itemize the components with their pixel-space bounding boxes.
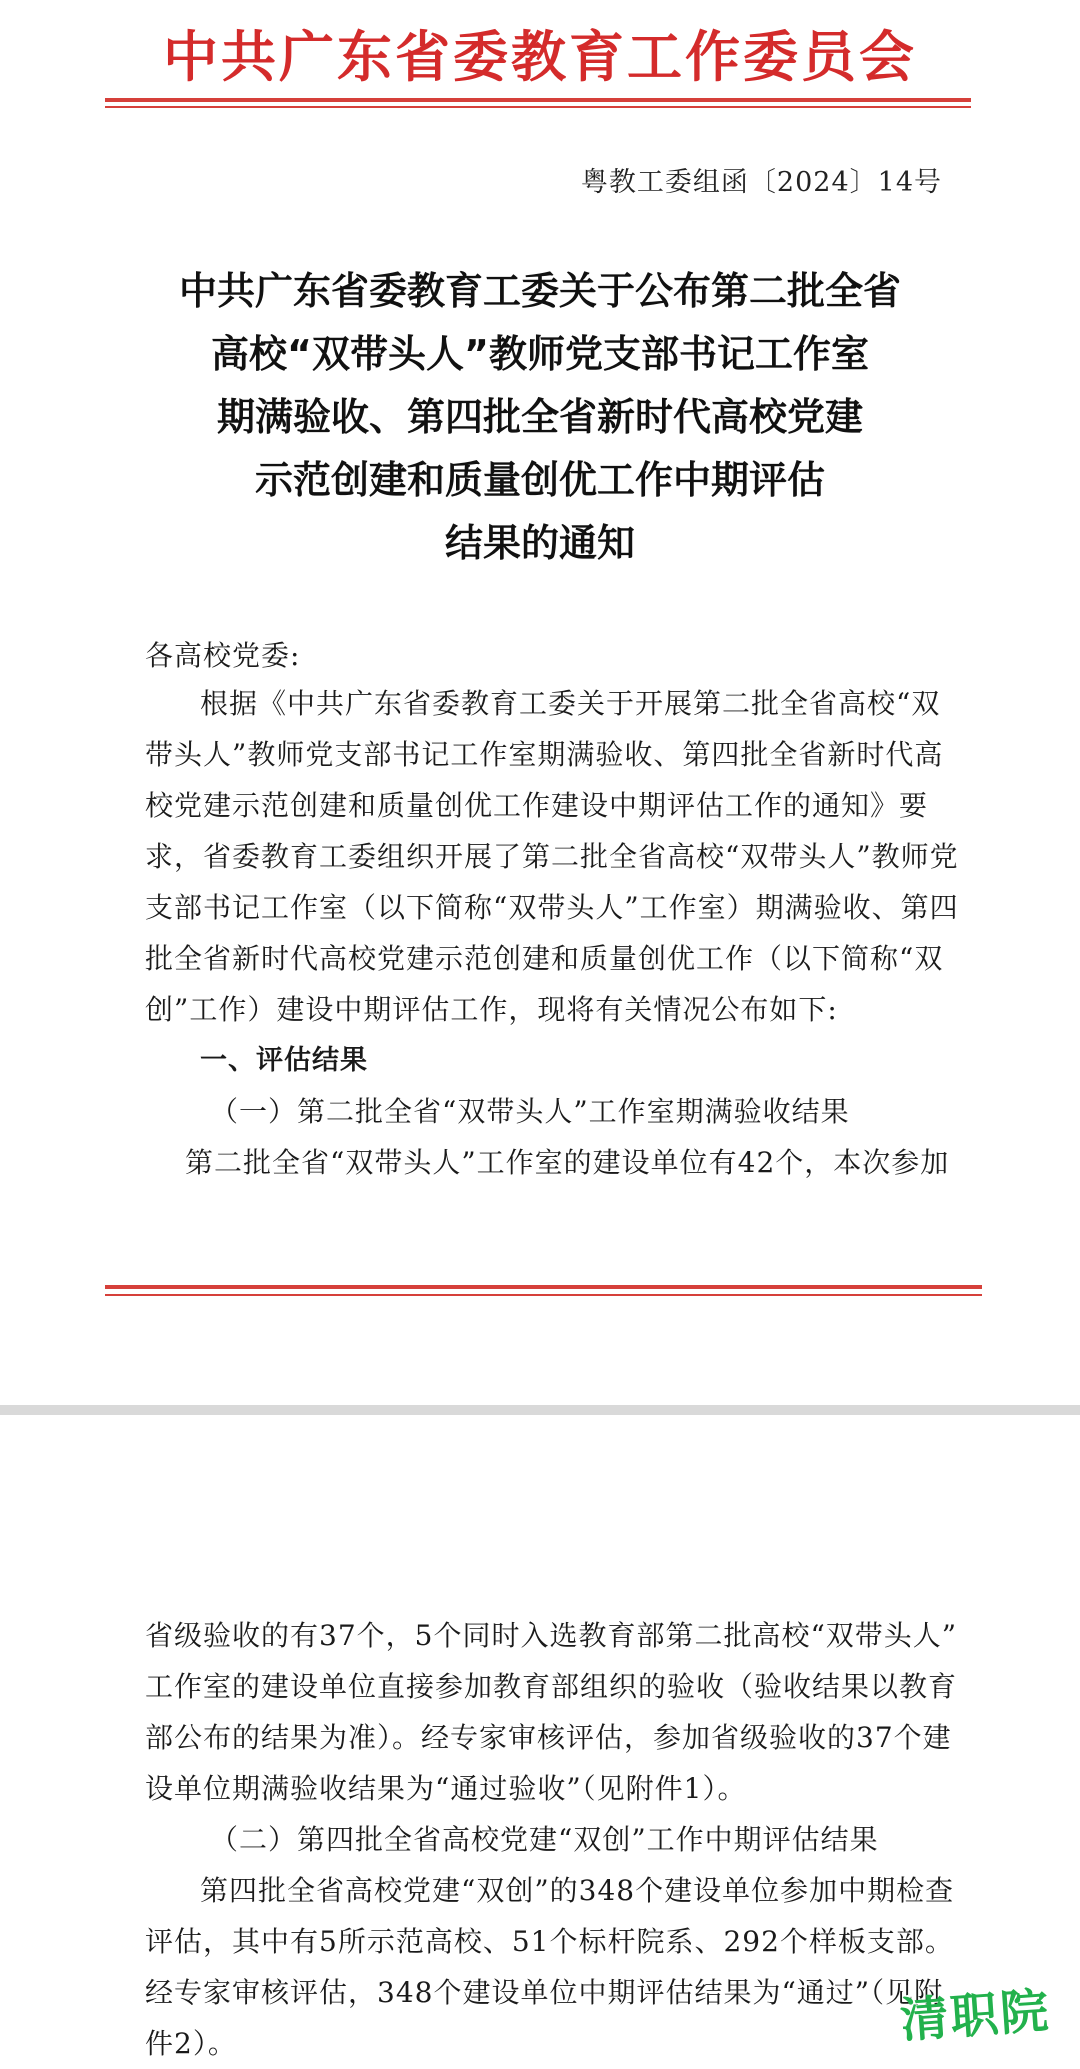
title-line: 示范创建和质量创优工作中期评估 (254, 458, 825, 502)
subsection-heading: （二）第四批全省高校党建“双创”工作中期评估结果 (210, 1823, 879, 1856)
body-line: 批全省新时代高校党建示范创建和质量创优工作（以下简称“双 (145, 942, 944, 975)
body-line: 支部书记工作室（以下简称“双带头人”工作室）期满验收、第四 (145, 891, 959, 924)
body-line: 设单位期满验收结果为“通过验收”（见附件1）。 (145, 1772, 747, 1805)
title-line: 结果的通知 (444, 521, 635, 565)
body-line: 经专家审核评估，348个建设单位中期评估结果为“通过”（见附 (145, 1976, 944, 2009)
watermark-logo: 清职院 (898, 1982, 1053, 2050)
subsection-heading: （一）第二批全省“双带头人”工作室期满验收结果 (210, 1095, 850, 1128)
body-line: 工作室的建设单位直接参加教育部组织的验收（验收结果以教育 (145, 1670, 958, 1703)
body-line: 创”工作）建设中期评估工作，现将有关情况公布如下: (145, 993, 838, 1026)
body-line: 部公布的结果为准）。经专家审核评估，参加省级验收的37个建 (145, 1721, 952, 1754)
body-line: 件2）。 (145, 2027, 237, 2060)
body-line: 第二批全省“双带头人”工作室的建设单位有42个，本次参加 (185, 1146, 950, 1179)
title-line: 中共广东省委教育工委关于公布第二批全省 (178, 269, 901, 313)
section-heading: 一、评估结果 (200, 1045, 368, 1076)
body-line: 省级验收的有37个，5个同时入选教育部第二批高校“双带头人” (145, 1619, 958, 1652)
document-number: 粤教工委组函〔2024〕14号 (580, 167, 942, 198)
body-line: 评估，其中有5所示范高校、51个标杆院系、292个样板支部。 (145, 1925, 954, 1958)
body-line: 第四批全省高校党建“双创”的348个建设单位参加中期检查 (200, 1874, 955, 1907)
letterhead-rule-thin (105, 106, 971, 108)
page-separator (0, 1405, 1080, 1415)
body-line: 求，省委教育工委组织开展了第二批全省高校“双带头人”教师党 (145, 840, 959, 873)
letterhead-rule-thick (105, 98, 971, 102)
document-title (100, 260, 980, 575)
page-footer-rule-thin (105, 1294, 982, 1296)
body-line: 根据《中共广东省委教育工委关于开展第二批全省高校“双 (200, 687, 941, 720)
salutation: 各高校党委: (145, 639, 301, 672)
page-footer-rule-thick (105, 1285, 982, 1289)
letterhead-title: 中共广东省委教育工作委员会 (162, 25, 917, 89)
title-line: 高校“双带头人”教师党支部书记工作室 (211, 332, 869, 376)
title-line: 期满验收、第四批全省新时代高校党建 (216, 395, 863, 439)
body-line: 校党建示范创建和质量创优工作建设中期评估工作的通知》要 (145, 789, 929, 822)
body-line: 带头人”教师党支部书记工作室期满验收、第四批全省新时代高 (145, 738, 944, 771)
